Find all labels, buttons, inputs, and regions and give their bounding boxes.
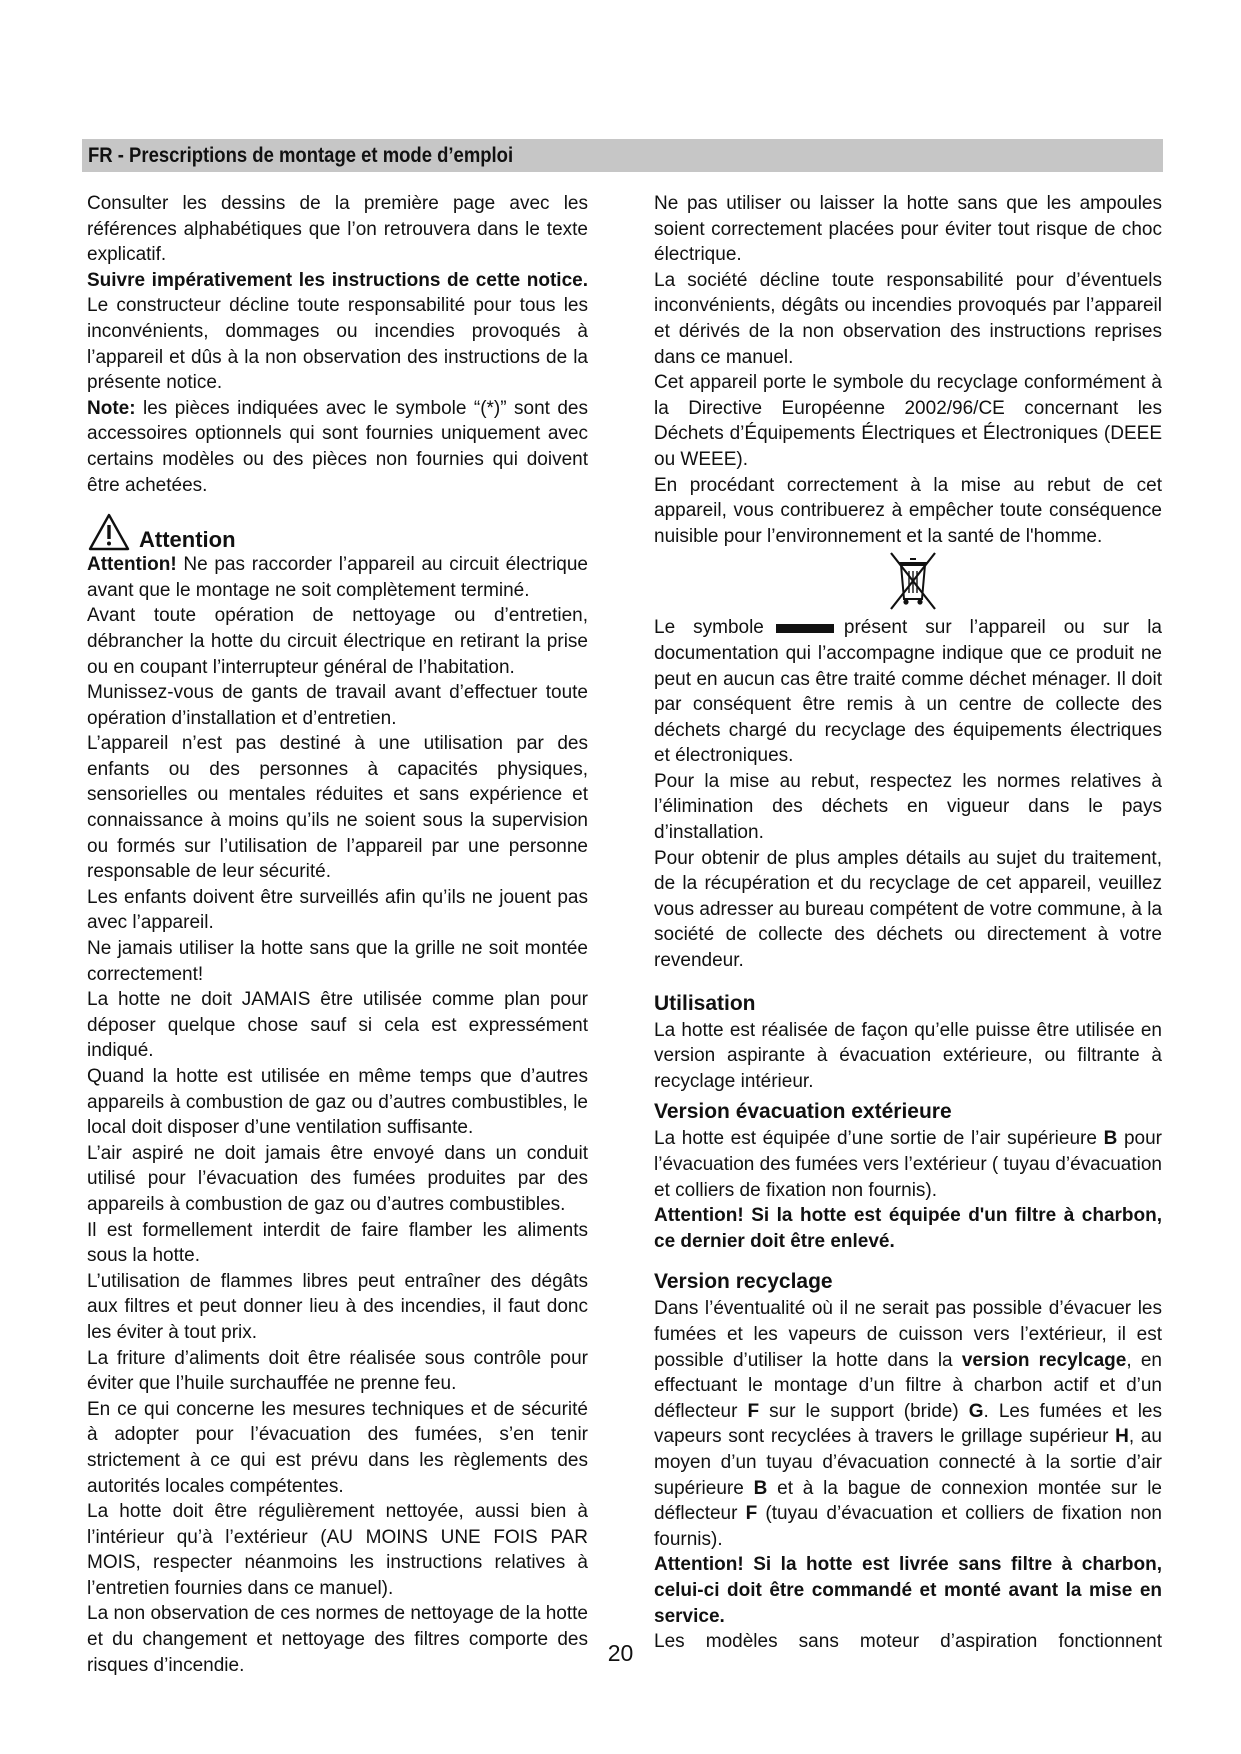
reference-letter: F bbox=[747, 1400, 760, 1422]
instructions-text: Le constructeur décline toute responsabilité pour tous les inconvénients, dommages ou incendies provoqués à l’appareil et dûs à la non observation des instructions de la présente notice. bbox=[87, 295, 588, 394]
info-paragraph: Ne pas utiliser ou laisser la hotte sans que les ampoules soient correctement placées pour éviter tout risque de choc électrique. bbox=[654, 193, 1162, 266]
left-column bbox=[87, 191, 588, 1678]
utilisation-heading: Utilisation bbox=[654, 991, 756, 1015]
recyclage-text: et à la bague de connexion montée sur le déflecteur bbox=[654, 1477, 1162, 1525]
evacuation-text: pour l’évacuation des fumées vers l’extérieur ( tuyau d’évacuation et colliers de fixation non fournis). bbox=[654, 1128, 1162, 1201]
safety-paragraph: La non observation de ces normes de nettoyage de la hotte et du changement et nettoyage des filtres comporte des risques d’incendie. bbox=[87, 1603, 588, 1676]
recyclage-text: , au moyen d’un tuyau d’évacuation connecté à la sortie d’air supérieure bbox=[654, 1426, 1162, 1499]
safety-paragraph: Munissez-vous de gants de travail avant d’effectuer toute opération d’installation et d’entretien. bbox=[87, 682, 588, 729]
symbol-text: présent sur l’appareil ou sur la documentation qui l’accompagne indique que ce produit ne peut en aucun cas être traité comme déchet ménager. Il doit par conséquent être remis à un centre de collecte des déchets chargé du recyclage des équipements électriques et électroniques. bbox=[654, 617, 1162, 767]
symbol-prefix: Le symbole bbox=[654, 617, 764, 639]
recyclage-text: (tuyau d’évacuation et colliers de fixation non fournis). bbox=[654, 1503, 1162, 1550]
evacuation-heading: Version évacuation extérieure bbox=[654, 1100, 952, 1124]
safety-paragraph: L’air aspiré ne doit jamais être envoyé dans un conduit utilisé pour l’évacuation des fumées produites par des appareils à combustion de gaz ou d’autres combustibles. bbox=[87, 1142, 588, 1215]
safety-paragraph: En ce qui concerne les mesures techniques et de sécurité à adopter pour l’évacuation des fumées, s’en tenir strictement à ce qui est prévu dans les règlements des autorités locales compétentes. bbox=[87, 1398, 588, 1497]
bar-symbol-icon bbox=[776, 624, 834, 633]
reference-letter: B bbox=[1103, 1128, 1118, 1150]
section-header-bar bbox=[82, 139, 1163, 172]
page-number: 20 bbox=[607, 1640, 634, 1666]
reference-letter: F bbox=[745, 1503, 758, 1525]
right-column bbox=[654, 191, 1162, 1655]
recyclage-text: sur le support (bride) bbox=[759, 1400, 969, 1422]
safety-paragraph: L’appareil n’est pas destiné à une utilisation par des enfants ou des personnes à capacités physiques, sensorielles ou mentales réduites et sans expérience et connaissance à moins qu’ils ne soient sous la supervision ou formés sur l’utilisation de l’appareil par une personne responsable de leur sécurité. bbox=[87, 733, 588, 883]
safety-paragraph: La hotte doit être régulièrement nettoyée, aussi bien à l’intérieur qu’à l’extérieur (AU MOINS UNE FOIS PAR MOIS, respecter néanmoins les instructions relatives à l’entretien fournies dans ce manuel). bbox=[87, 1501, 588, 1599]
recyclage-paragraph bbox=[654, 1296, 1162, 1552]
note-label: Note: bbox=[87, 397, 136, 419]
reference-letter: B bbox=[753, 1477, 768, 1499]
info-paragraph: Cet appareil porte le symbole du recyclage conformément à la Directive Européenne 2002/96/CE concernant les Déchets d’Équipements Électriques et Électroniques (DEEE ou WEEE). bbox=[654, 372, 1162, 470]
attention-paragraph bbox=[87, 552, 588, 603]
recyclage-heading: Version recyclage bbox=[654, 1270, 833, 1294]
note-paragraph bbox=[87, 396, 588, 498]
recyclage-warning: Attention! Si la hotte est livrée sans filtre à charbon, celui-ci doit être commandé et monté avant la mise en service. bbox=[654, 1554, 1162, 1627]
crossed-out-bin-icon bbox=[883, 549, 943, 613]
continued-line: Les modèles sans moteur d’aspiration fonctionnent bbox=[654, 1631, 1162, 1653]
info-paragraph: En procédant correctement à la mise au rebut de cet appareil, vous contribuerez à empêcher toute conséquence nuisible pour l’environnement et la santé de l'homme. bbox=[654, 474, 1162, 547]
attention-label: Attention! bbox=[87, 554, 177, 576]
attention-text: Ne pas raccorder l’appareil au circuit électrique avant que le montage ne soit complètement terminé. bbox=[87, 554, 588, 601]
page-title: FR - Prescriptions de montage et mode d’emploi bbox=[88, 144, 514, 167]
intro-paragraph: Consulter les dessins de la première page avec les références alphabétiques que l’on retrouvera dans le texte explicatif. bbox=[87, 193, 588, 266]
recyclage-emphasis: version recylcage bbox=[961, 1349, 1127, 1371]
info-paragraph: Pour obtenir de plus amples détails au sujet du traitement, de la récupération et du recyclage de cet appareil, veuillez vous adresser au bureau compétent de votre commune, à la société de collecte des déchets ou directement à votre revendeur. bbox=[654, 847, 1163, 972]
symbol-paragraph bbox=[654, 615, 1162, 769]
note-text: les pièces indiquées avec le symbole “(*)” sont des accessoires optionnels qui sont fournies uniquement avec certains modèles ou des pièces non fournies qui doivent être achetées. bbox=[87, 397, 588, 496]
reference-letter: G bbox=[968, 1400, 984, 1422]
instructions-emphasis: Suivre impérativement les instructions de cette notice. bbox=[87, 269, 588, 291]
evacuation-paragraph bbox=[654, 1126, 1162, 1203]
info-paragraph: La société décline toute responsabilité pour d’éventuels inconvénients, dégâts ou incendies provoqués par l’appareil et dérivés de la non observation des instructions reprises dans ce manuel. bbox=[654, 269, 1162, 368]
evacuation-text: La hotte est équipée d’une sortie de l’air supérieure bbox=[654, 1128, 1104, 1150]
safety-paragraph: La hotte ne doit JAMAIS être utilisée comme plan pour déposer quelque chose sauf si cela est expressément indiqué. bbox=[87, 989, 588, 1062]
instructions-paragraph bbox=[87, 268, 588, 396]
attention-heading bbox=[87, 506, 588, 552]
warning-triangle-icon bbox=[87, 512, 131, 552]
safety-paragraph: Les enfants doivent être surveillés afin qu’ils ne jouent pas avec l’appareil. bbox=[87, 886, 588, 934]
safety-paragraph: Ne jamais utiliser la hotte sans que la grille ne soit montée correctement! bbox=[87, 938, 588, 985]
info-paragraph: Pour la mise au rebut, respectez les normes relatives à l’élimination des déchets en vigueur dans le pays d’installation. bbox=[654, 770, 1162, 844]
safety-paragraph: L’utilisation de flammes libres peut entraîner des dégâts aux filtres et peut donner lieu à des incendies, il faut donc les éviter à tout prix. bbox=[87, 1270, 588, 1343]
safety-paragraph: Quand la hotte est utilisée en même temps que d’autres appareils à combustion de gaz ou d’autres combustibles, le local doit disposer d’une ventilation suffisante. bbox=[87, 1066, 588, 1139]
weee-symbol bbox=[654, 549, 1162, 615]
recyclage-text: . Les fumées et les vapeurs sont recyclées à travers le grillage supérieur bbox=[654, 1400, 1163, 1448]
safety-paragraph: Avant toute opération de nettoyage ou d’entretien, débrancher la hotte du circuit électrique en retirant la prise ou en coupant l’interrupteur général de l’habitation. bbox=[87, 605, 588, 678]
recyclage-text: , en effectuant le montage d’un filtre à charbon actif et d’un déflecteur bbox=[654, 1349, 1162, 1422]
safety-paragraph: La friture d’aliments doit être réalisée sous contrôle pour éviter que l’huile surchauffée ne prenne feu. bbox=[87, 1347, 588, 1395]
recyclage-text: Dans l’éventualité où il ne serait pas possible d’évacuer les fumées et les vapeurs de cuisson vers l’extérieur, il est possible d’utiliser la hotte dans la bbox=[654, 1298, 1162, 1371]
attention-heading-text: Attention bbox=[139, 526, 236, 552]
utilisation-paragraph: La hotte est réalisée de façon qu’elle puisse être utilisée en version aspirante à évacuation extérieure, ou filtrante à recyclage intérieur. bbox=[654, 1019, 1162, 1092]
evacuation-warning: Attention! Si la hotte est équipée d'un filtre à charbon, ce dernier doit être enlevé. bbox=[654, 1205, 1162, 1252]
reference-letter: H bbox=[1115, 1426, 1129, 1448]
safety-paragraph: Il est formellement interdit de faire flamber les aliments sous la hotte. bbox=[87, 1219, 588, 1267]
